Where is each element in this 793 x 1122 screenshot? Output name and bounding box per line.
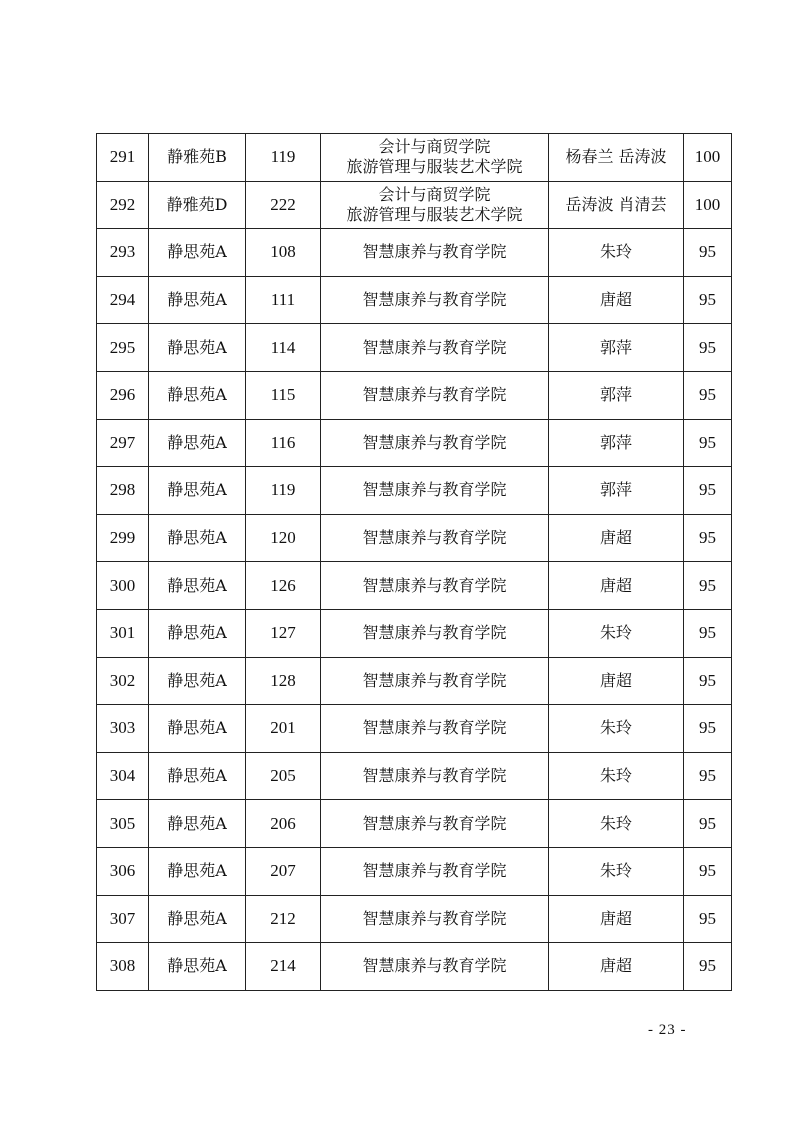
college-cell [321,562,549,610]
college-name: 智慧康养与教育学院 [362,908,507,928]
staff-cell: 郭萍 [549,467,684,515]
table-row [97,181,732,229]
college-cell [321,371,549,419]
college-cell [321,467,549,515]
staff-cell: 唐超 [549,657,684,705]
score-cell: 95 [684,752,732,800]
building-cell: 静思苑A [149,705,246,753]
table-row [97,895,732,943]
staff-cell: 朱玲 [549,229,684,277]
college-cell [321,895,549,943]
row-number-cell: 297 [97,419,149,467]
score-cell: 95 [684,467,732,515]
building-cell: 静思苑A [149,229,246,277]
row-number-cell: 300 [97,562,149,610]
table-row [97,657,732,705]
score-cell: 95 [684,562,732,610]
score-cell: 95 [684,276,732,324]
building-cell: 静思苑A [149,657,246,705]
building-cell: 静思苑A [149,276,246,324]
room-number-cell: 206 [246,800,321,848]
room-number-cell: 119 [246,467,321,515]
page-number: - 23 - [648,1022,687,1038]
row-number-cell: 303 [97,705,149,753]
row-number-cell: 293 [97,229,149,277]
college-name: 智慧康养与教育学院 [362,575,507,595]
college-name: 智慧康养与教育学院 [362,432,507,452]
room-number-cell: 111 [246,276,321,324]
row-number-cell: 302 [97,657,149,705]
row-number-cell: 291 [97,134,149,182]
college-name: 智慧康养与教育学院 [362,290,507,310]
row-number-cell: 306 [97,847,149,895]
row-number-cell: 295 [97,324,149,372]
college-name: 智慧康养与教育学院 [362,861,507,881]
staff-cell: 朱玲 [549,800,684,848]
college-name: 会计与商贸学院 [378,184,491,204]
college-cell [321,847,549,895]
table-row [97,371,732,419]
row-number-cell: 296 [97,371,149,419]
staff-cell: 唐超 [549,943,684,991]
staff-cell: 唐超 [549,514,684,562]
building-cell: 静思苑A [149,514,246,562]
college-name: 智慧康养与教育学院 [362,337,507,357]
row-number-cell: 299 [97,514,149,562]
score-cell: 95 [684,419,732,467]
score-cell: 95 [684,657,732,705]
staff-cell: 朱玲 [549,847,684,895]
room-number-cell: 205 [246,752,321,800]
building-cell: 静思苑A [149,419,246,467]
row-number-cell: 298 [97,467,149,515]
staff-cell: 朱玲 [549,609,684,657]
table-row [97,943,732,991]
score-cell: 95 [684,895,732,943]
college-cell [321,229,549,277]
room-number-cell: 115 [246,371,321,419]
room-number-cell: 116 [246,419,321,467]
building-cell: 静思苑A [149,324,246,372]
room-number-cell: 127 [246,609,321,657]
row-number-cell: 305 [97,800,149,848]
staff-cell: 唐超 [549,562,684,610]
college-cell [321,514,549,562]
room-number-cell: 214 [246,943,321,991]
room-number-cell: 128 [246,657,321,705]
staff-cell: 杨春兰 岳涛波 [549,134,684,182]
staff-cell: 郭萍 [549,371,684,419]
staff-cell: 唐超 [549,895,684,943]
dormitory-score-table [96,133,732,991]
score-cell: 95 [684,705,732,753]
row-number-cell: 307 [97,895,149,943]
row-number-cell: 301 [97,609,149,657]
building-cell: 静思苑A [149,752,246,800]
college-cell [321,134,549,182]
college-name: 旅游管理与服装艺术学院 [346,204,523,224]
college-name: 智慧康养与教育学院 [362,813,507,833]
college-name: 智慧康养与教育学院 [362,623,507,643]
score-cell: 100 [684,181,732,229]
college-cell [321,419,549,467]
score-cell: 95 [684,800,732,848]
college-name: 智慧康养与教育学院 [362,670,507,690]
table-row [97,609,732,657]
college-name: 智慧康养与教育学院 [362,718,507,738]
building-cell: 静思苑A [149,371,246,419]
college-name: 智慧康养与教育学院 [362,528,507,548]
row-number-cell: 292 [97,181,149,229]
building-cell: 静思苑A [149,609,246,657]
room-number-cell: 108 [246,229,321,277]
score-cell: 95 [684,229,732,277]
college-name: 智慧康养与教育学院 [362,766,507,786]
room-number-cell: 114 [246,324,321,372]
table-row [97,705,732,753]
building-cell: 静雅苑D [149,181,246,229]
building-cell: 静思苑A [149,562,246,610]
college-cell [321,943,549,991]
staff-cell: 郭萍 [549,324,684,372]
college-cell [321,657,549,705]
room-number-cell: 201 [246,705,321,753]
score-cell: 100 [684,134,732,182]
staff-cell: 郭萍 [549,419,684,467]
table-row [97,514,732,562]
college-cell [321,276,549,324]
table-row [97,229,732,277]
room-number-cell: 212 [246,895,321,943]
table-row [97,800,732,848]
building-cell: 静思苑A [149,467,246,515]
room-number-cell: 120 [246,514,321,562]
staff-cell: 朱玲 [549,752,684,800]
score-cell: 95 [684,943,732,991]
building-cell: 静雅苑B [149,134,246,182]
college-name: 会计与商贸学院 [378,137,491,157]
score-cell: 95 [684,324,732,372]
row-number-cell: 304 [97,752,149,800]
building-cell: 静思苑A [149,895,246,943]
table-row [97,419,732,467]
college-cell [321,181,549,229]
building-cell: 静思苑A [149,943,246,991]
college-name: 智慧康养与教育学院 [362,385,507,405]
table-row [97,467,732,515]
staff-cell: 朱玲 [549,705,684,753]
college-name: 旅游管理与服装艺术学院 [346,157,523,177]
college-name: 智慧康养与教育学院 [362,242,507,262]
building-cell: 静思苑A [149,800,246,848]
table-row [97,134,732,182]
college-cell [321,324,549,372]
table-row [97,752,732,800]
row-number-cell: 308 [97,943,149,991]
room-number-cell: 222 [246,181,321,229]
college-name: 智慧康养与教育学院 [362,956,507,976]
row-number-cell: 294 [97,276,149,324]
table-row [97,847,732,895]
table-body [97,134,732,991]
college-cell [321,705,549,753]
room-number-cell: 126 [246,562,321,610]
dormitory-score-table-container [96,133,731,991]
table-row [97,276,732,324]
college-name: 智慧康养与教育学院 [362,480,507,500]
score-cell: 95 [684,847,732,895]
table-row [97,324,732,372]
room-number-cell: 207 [246,847,321,895]
room-number-cell: 119 [246,134,321,182]
college-cell [321,752,549,800]
college-cell [321,800,549,848]
table-row [97,562,732,610]
score-cell: 95 [684,609,732,657]
college-cell [321,609,549,657]
building-cell: 静思苑A [149,847,246,895]
staff-cell: 岳涛波 肖清芸 [549,181,684,229]
score-cell: 95 [684,514,732,562]
score-cell: 95 [684,371,732,419]
staff-cell: 唐超 [549,276,684,324]
